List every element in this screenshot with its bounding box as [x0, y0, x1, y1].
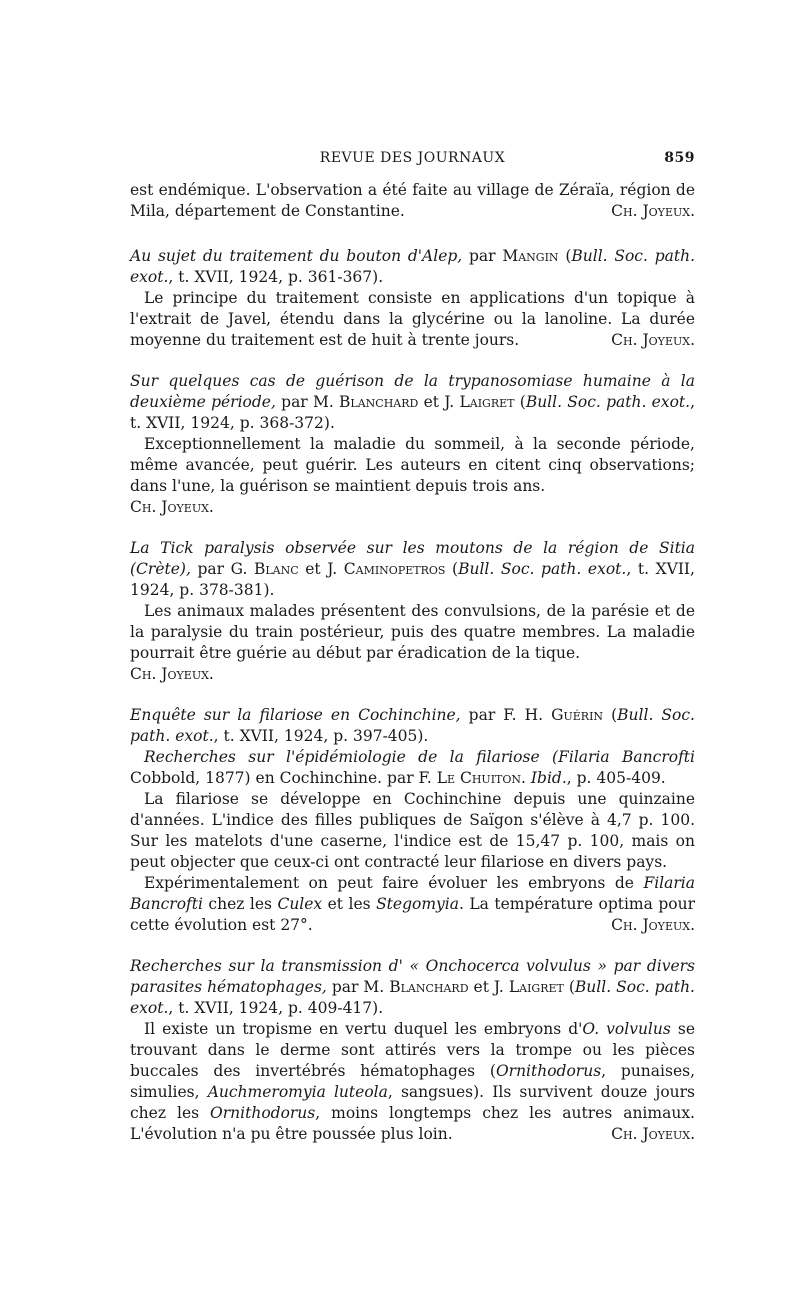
journal-name: Bull. Soc. path. exot.: [458, 560, 627, 578]
article-title: Sur quelques cas de guérison de la trypanosomiase humaine à la deuxième période,: [130, 372, 695, 411]
summary-text: La filariose se développe en Cochinchine depuis une quinzaine d'années. L'indice des filles publiques de Saïgon s'élève à 4,7 p. 100. Sur les matelots d'une caserne, l'indice est de 15,47 p. 100, mais on peut objecter que ceux-ci ont contracté leur filariose en divers pays.: [130, 790, 695, 871]
review-entry: [130, 180, 695, 222]
summary-text: Il existe un tropisme en vertu duquel les embryons d'O. volvulus se trouvant dans le derme sont attirés vers la trompe ou les pièces buccales des invertébrés hématophages (Ornithodorus, punaises, simulies, Auchmeromyia luteola, sangsues). Ils survivent douze jours chez les Ornithodorus, moins longtemps chez les autres animaux. L'évolution n'a pu être poussée plus loin. Ch. Joyeux.: [130, 1020, 695, 1143]
summary-text: Les animaux malades présentent des convulsions, de la parésie et de la paralysie du train postérieur, puis des quatre membres. La maladie pourrait être guérie au début par éradication de la tique.: [130, 602, 695, 662]
review-entry: [130, 705, 695, 936]
author: Blanchard: [389, 978, 469, 996]
signature: Ch. Joyeux.: [611, 1125, 695, 1143]
reference: Au sujet du traitement du bouton d'Alep, par Mangin (Bull. Soc. path. exot., t. XVII, 1924, p. 361-367).: [130, 247, 695, 286]
summary-text: Exceptionnellement la maladie du sommeil, à la seconde période, même avancée, peut guérir. Les auteurs en citent cinq observations; dans l'une, la guérison se maintient depuis trois ans.: [130, 435, 695, 495]
journal-name: Bull. Soc. path. exot.: [130, 706, 695, 745]
author: Le Chuiton: [436, 769, 522, 787]
signature: Ch. Joyeux.: [611, 202, 695, 220]
signature: Ch. Joyeux.: [611, 916, 695, 934]
author: Blanc: [253, 560, 299, 578]
signature: Ch. Joyeux.: [130, 665, 214, 683]
page-number: 859: [664, 150, 695, 166]
article-title: Au sujet du traitement du bouton d'Alep,: [130, 247, 463, 265]
review-entry: [130, 956, 695, 1145]
reference: Recherches sur la transmission d' « Onchocerca volvulus » par divers parasites hématophages, par M. Blanchard et J. Laigret (Bull. Soc. path. exot., t. XVII, 1924, p. 409-417).: [130, 957, 695, 1017]
signature: Ch. Joyeux.: [130, 498, 214, 516]
reference: Enquête sur la filariose en Cochinchine, par F. H. Guérin (Bull. Soc. path. exot., t. XVII, 1924, p. 397-405).: [130, 706, 695, 745]
author: Guérin: [551, 706, 604, 724]
article-title: Enquête sur la filariose en Cochinchine,: [130, 706, 461, 724]
review-entry: [130, 246, 695, 351]
journal-name: Bull. Soc. path. exot.: [130, 247, 695, 286]
article-title: La Tick paralysis observée sur les moutons de la région de Sitia (Crète),: [130, 539, 695, 578]
author: Mangin: [502, 247, 559, 265]
journal-page: [130, 150, 695, 1165]
journal-name: Bull. Soc. path. exot.: [130, 978, 695, 1017]
running-head: REVUE DES JOURNAUX: [319, 150, 506, 166]
reference: La Tick paralysis observée sur les moutons de la région de Sitia (Crète), par G. Blanc et J. Caminopetros (Bull. Soc. path. exot., t. XVII, 1924, p. 378-381).: [130, 539, 695, 599]
author: Blanchard: [339, 393, 419, 411]
reference: Sur quelques cas de guérison de la trypanosomiase humaine à la deuxième période, par M. Blanchard et J. Laigret (Bull. Soc. path. exot., t. XVII, 1924, p. 368-372).: [130, 372, 695, 432]
summary-text: Le principe du traitement consiste en applications d'un topique à l'extrait de Javel, étendu dans la glycérine ou la lanoline. La durée moyenne du traitement est de huit à trente jours. Ch. Joyeux.: [130, 289, 695, 349]
signature: Ch. Joyeux.: [611, 331, 695, 349]
summary-text: est endémique. L'observation a été faite au village de Zéraïa, région de Mila, département de Constantine. Ch. Joyeux.: [130, 181, 695, 220]
reference: Recherches sur l'épidémiologie de la filariose (Filaria Bancrofti Cobbold, 1877) en Cochinchine. par F. Le Chuiton. Ibid., p. 405-409.: [130, 748, 695, 787]
summary-text: Expérimentalement on peut faire évoluer les embryons de Filaria Bancrofti chez les Culex et les Stegomyia. La température optima pour cette évolution est 27°. Ch. Joyeux.: [130, 874, 695, 934]
author: Caminopetros: [343, 560, 446, 578]
article-title: Recherches sur l'épidémiologie de la filariose (Filaria Bancrofti: [144, 748, 695, 766]
author: Laigret: [459, 393, 515, 411]
review-entry: [130, 538, 695, 685]
journal-name: Bull. Soc. path. exot.: [525, 393, 691, 411]
author: Laigret: [508, 978, 564, 996]
review-entry: [130, 371, 695, 518]
article-title: Recherches sur la transmission d' « Onchocerca volvulus » par divers parasites hématophages,: [130, 957, 695, 996]
page-header: [130, 150, 695, 180]
